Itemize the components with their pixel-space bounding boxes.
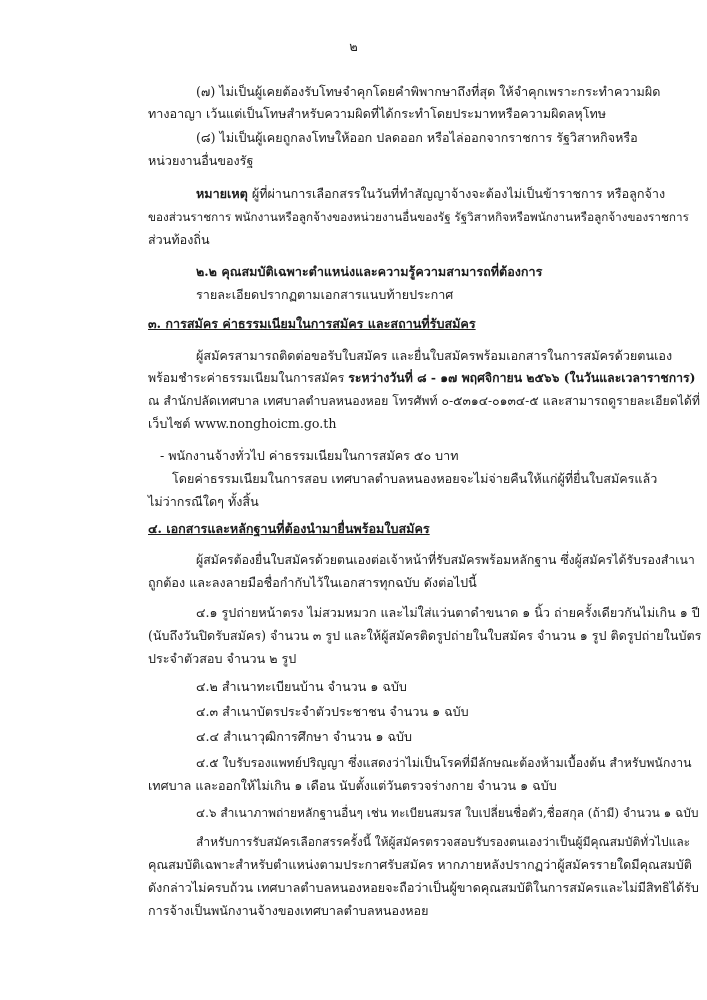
text-line: ไม่ว่ากรณีใดๆ ทั้งสิ้น [148,494,259,509]
list-item: ๔.๓ สำเนาบัตรประจำตัวประชาชน จำนวน ๑ ฉบับ [196,704,469,719]
application-period: ระหว่างวันที่ ๘ - ๑๗ พฤศจิกายน ๒๕๖๖ (ในวันและเวลาราชการ) [348,370,696,385]
text-line: ของส่วนราชการ พนักงานหรือลูกจ้างของหน่วยงานอื่นของรัฐ รัฐวิสาหกิจหรือพนักงานหรือลูกจ้างของราชการ [148,210,689,224]
text-line: ถูกต้อง และลงลายมือชื่อกำกับไว้ในเอกสารทุกฉบับ ดังต่อไปนี้ [148,575,477,590]
text-line: ผู้สมัครต้องยื่นใบสมัครด้วยตนเองต่อเจ้าหน้าที่รับสมัครพร้อมหลักฐาน ซึ่งผู้สมัครได้รับรองสำเนา [196,553,695,567]
section-heading-3: ๓. การสมัคร ค่าธรรมเนียมในการสมัคร และสถานที่รับสมัคร [148,316,476,331]
text-line: ณ สำนักปลัดเทศบาล เทศบาลตำบลหนองหอย โทรศัพท์ ๐-๕๓๑๔-๐๑๓๔-๕ และสามารถดูรายละเอียดได้ที่ [148,394,700,408]
text-line: (นับถึงวันปิดรับสมัคร) จำนวน ๓ รูป และให้ผู้สมัครติดรูปถ่ายในใบสมัคร จำนวน ๑ รูป ติดรูปถ่ายในบัตร [148,628,702,643]
note-text: ผู้ที่ผ่านการเลือกสรรในวันที่ทำสัญญาจ้างจะต้องไม่เป็นข้าราชการ หรือลูกจ้าง [251,186,666,201]
text-line: สำหรับการรับสมัครเลือกสรรครั้งนี้ ให้ผู้สมัครตรวจสอบรับรองตนเองว่าเป็นผู้มีคุณสมบัติทั่วไปและ [196,835,691,849]
list-item: ๔.๕ ใบรับรองแพทย์ปริญญา ซึ่งแสดงว่าไม่เป็นโรคที่มีลักษณะต้องห้ามเบื้องต้น สำหรับพนักงาน [196,756,692,770]
section-heading-4: ๔. เอกสารและหลักฐานที่ต้องนำมายื่นพร้อมใบสมัคร [148,521,430,536]
text-line: ส่วนท้องถิ่น [148,232,210,247]
text-line: ผู้สมัครสามารถติดต่อขอรับใบสมัคร และยื่นใบสมัครพร้อมเอกสารในการสมัครด้วยตนเอง [196,348,673,363]
list-item: ๔.๒ สำเนาทะเบียนบ้าน จำนวน ๑ ฉบับ [196,679,407,694]
note-label: หมายเหตุ [196,186,248,201]
text-line: รายละเอียดปรากฏตามเอกสารแนบท้ายประกาศ [196,287,454,302]
text-line: โดยค่าธรรมเนียมในการสอบ เทศบาลตำบลหนองหอยจะไม่จ่ายคืนให้แก่ผู้ที่ยื่นใบสมัครแล้ว [172,471,658,486]
text-segment: พร้อมชำระค่าธรรมเนียมในการสมัคร [148,371,345,385]
text-line: เทศบาล และออกให้ไม่เกิน ๑ เดือน นับตั้งแต่วันตรวจร่างกาย จำนวน ๑ ฉบับ [148,778,557,793]
fee-line: - พนักงานจ้างทั่วไป ค่าธรรมเนียมในการสมัคร ๕๐ บาท [160,448,459,463]
text-line: (๗) ไม่เป็นผู้เคยต้องรับโทษจำคุกโดยคำพิพากษาถึงที่สุด ให้จำคุกเพราะกระทำความผิด [196,84,661,99]
text-line: ดังกล่าวไม่ครบถ้วน เทศบาลตำบลหนองหอยจะถือว่าเป็นผู้ขาดคุณสมบัติในการสมัครและไม่มีสิทธิได้รับ [148,880,699,895]
section-heading-2-2: ๒.๒ คุณสมบัติเฉพาะตำแหน่งและความรู้ความสามารถที่ต้องการ [196,264,543,279]
list-item: ๔.๖ สำเนาภาพถ่ายหลักฐานอื่นๆ เช่น ทะเบียนสมรส ใบเปลี่ยนชื่อตัว,ชื่อสกุล (ถ้ามี) จำนวน ๑ ฉบับ [196,806,699,820]
text-line: ๔.๑ รูปถ่ายหน้าตรง ไม่สวมหมวก และไม่ใส่แว่นตาดำขนาด ๑ นิ้ว ถ่ายครั้งเดียวกันไม่เกิน ๑ ปี [196,605,700,620]
text-line: คุณสมบัติเฉพาะสำหรับตำแหน่งตามประกาศรับสมัคร หากภายหลังปรากฏว่าผู้สมัครรายใดมีคุณสมบัติ [148,857,692,872]
text-line: ประจำตัวสอบ จำนวน ๒ รูป [148,651,297,666]
page-number: ๒ [349,40,358,55]
list-item: ๔.๔ สำเนาวุฒิการศึกษา จำนวน ๑ ฉบับ [196,729,413,744]
text-line: ทางอาญา เว้นแต่เป็นโทษสำหรับความผิดที่ได้กระทำโดยประมาทหรือความผิดลหุโทษ [148,106,607,121]
text-line: หน่วยงานอื่นของรัฐ [148,153,254,168]
text-line: การจ้างเป็นพนักงานจ้างของเทศบาลตำบลหนองหอย [148,903,429,918]
text-line: (๘) ไม่เป็นผู้เคยถูกลงโทษให้ออก ปลดออก หรือไล่ออกจากราชการ รัฐวิสาหกิจหรือ [196,130,638,145]
website-line: เว็บไซต์ www.nonghoicm.go.th [148,416,337,431]
note-line [196,186,665,202]
text-line [148,370,695,386]
